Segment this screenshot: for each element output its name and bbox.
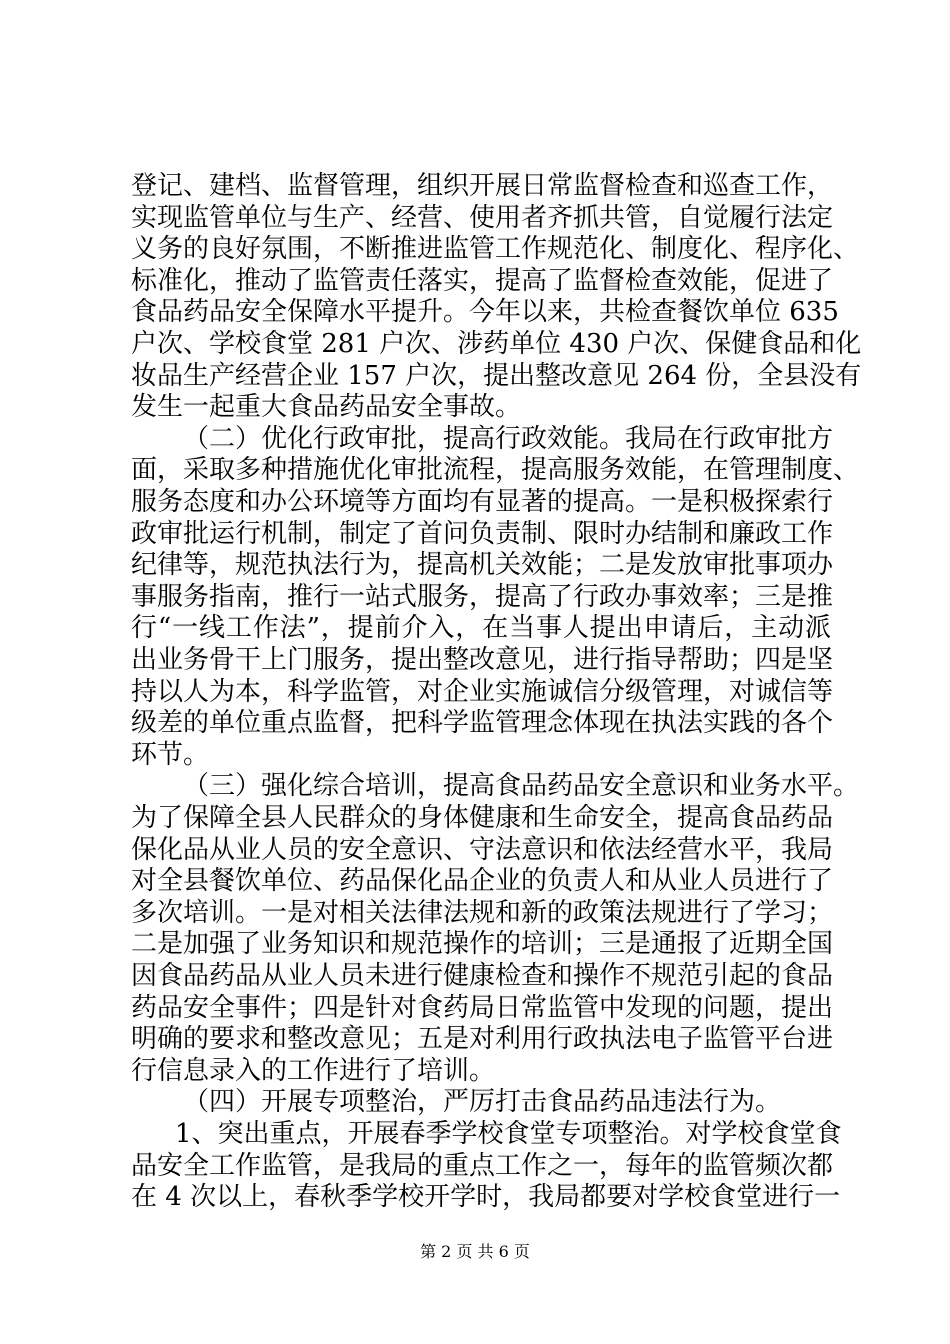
text-line: 发生一起重大食品药品安全事故。 xyxy=(131,392,522,423)
text-line: 因食品药品从业人员未进行健康检查和操作不规范引起的食品 xyxy=(131,961,834,991)
text-line: 服务态度和办公环境等方面均有显著的提高。一是积极探索行 xyxy=(131,487,834,517)
text-line: 对全县餐饮单位、药品保化品企业的负责人和从业人员进行了 xyxy=(131,866,834,897)
text-line: 行信息录入的工作进行了培训。 xyxy=(131,1055,496,1086)
text-line: 义务的良好氛围，不断推进监管工作规范化、制度化、程序化、 xyxy=(131,234,860,265)
text-line: 事服务指南，推行一站式服务，提高了行政办事效率；三是推 xyxy=(131,581,834,612)
text-line: 面，采取多种措施优化审批流程，提高服务效能，在管理制度、 xyxy=(131,455,860,486)
text-line: 政审批运行机制，制定了首问负责制、限时办结制和廉政工作 xyxy=(131,518,834,549)
text-line: 持以人为本，科学监管，对企业实施诚信分级管理，对诚信等 xyxy=(131,676,834,707)
text-line: 妆品生产经营企业 157 户次，提出整改意见 264 份，全县没有 xyxy=(131,360,862,391)
text-line: 户次、学校食堂 281 户次、涉药单位 430 户次、保健食品和化 xyxy=(131,329,862,359)
text-line: 明确的要求和整改意见；五是对利用行政执法电子监管平台进 xyxy=(131,1024,834,1055)
paragraph-heading-line: （二）优化行政审批，提高行政效能。我局在行政审批方 xyxy=(183,423,834,454)
text-line: 保化品从业人员的安全意识、守法意识和依法经营水平，我局 xyxy=(131,834,834,865)
text-line: 食品药品安全保障水平提升。今年以来，共检查餐饮单位 635 xyxy=(131,297,839,328)
text-line: 实现监管单位与生产、经营、使用者齐抓共管，自觉履行法定 xyxy=(131,202,834,233)
text-line: 出业务骨干上门服务，提出整改意见，进行指导帮助；四是坚 xyxy=(131,645,834,675)
text-line: 药品安全事件；四是针对食药局日常监管中发现的问题，提出 xyxy=(131,992,834,1023)
text-line: 环节。 xyxy=(131,739,210,770)
text-line: 二是加强了业务知识和规范操作的培训；三是通报了近期全国 xyxy=(131,929,834,960)
text-line: 纪律等，规范执法行为，提高机关效能；二是发放审批事项办 xyxy=(131,550,834,581)
text-line: 1、突出重点，开展春季学校食堂专项整治。对学校食堂食 xyxy=(175,1119,842,1149)
text-line: 品安全工作监管，是我局的重点工作之一，每年的监管频次都 xyxy=(131,1150,834,1181)
paragraph-heading-line: （四）开展专项整治，严厉打击食品药品违法行为。 xyxy=(183,1087,782,1118)
text-line: 多次培训。一是对相关法律法规和新的政策法规进行了学习； xyxy=(131,897,834,928)
text-line: 在 4 次以上，春秋季学校开学时，我局都要对学校食堂进行一 xyxy=(131,1182,841,1213)
paragraph-heading-line: （三）强化综合培训，提高食品药品安全意识和业务水平。 xyxy=(183,771,860,802)
text-line: 登记、建档、监督管理，组织开展日常监督检查和巡查工作， xyxy=(131,171,834,201)
text-line: 为了保障全县人民群众的身体健康和生命安全，提高食品药品 xyxy=(131,803,834,833)
page-footer: 第 2 页 共 6 页 xyxy=(420,1242,530,1261)
text-line: 标准化，推动了监管责任落实，提高了监督检查效能，促进了 xyxy=(131,265,834,296)
text-line: 级差的单位重点监督，把科学监管理念体现在执法实践的各个 xyxy=(131,708,834,739)
text-line: 行“一线工作法”，提前介入，在当事人提出申请后，主动派 xyxy=(131,613,831,644)
